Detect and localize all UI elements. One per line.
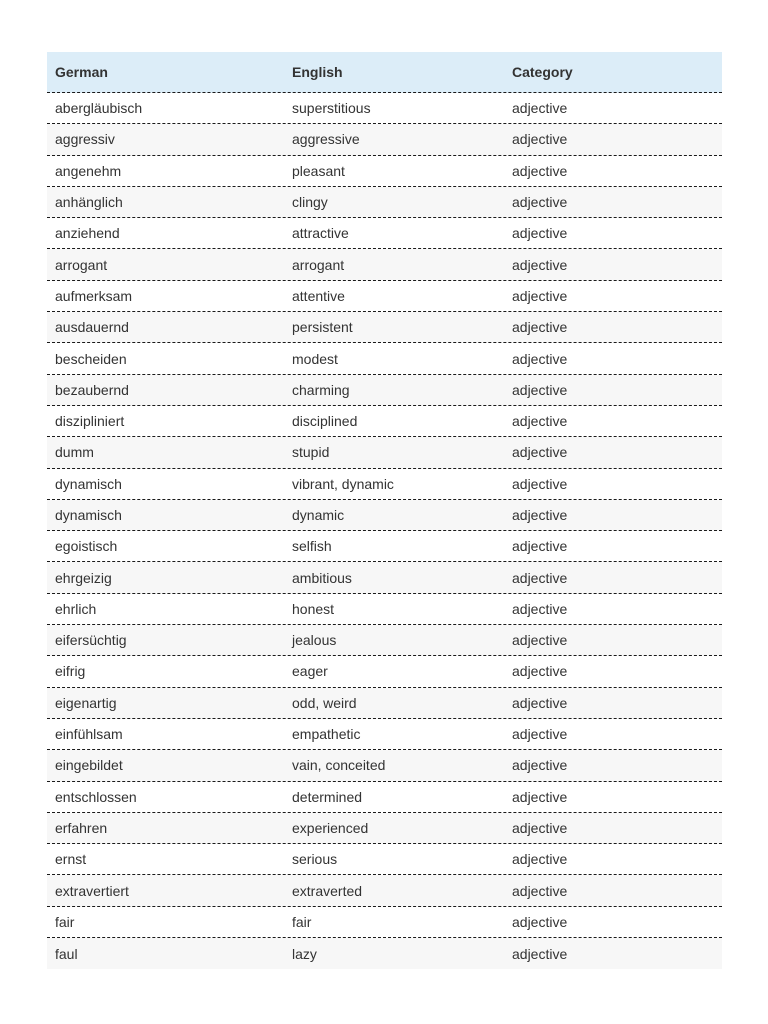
german-cell: extravertiert (55, 882, 129, 899)
category-cell: adjective (512, 131, 568, 148)
german-cell: abergläubisch (55, 100, 143, 117)
english-cell: pleasant (292, 162, 345, 179)
table-row (47, 907, 722, 938)
german-cell: diszipliniert (55, 413, 125, 430)
german-cell: egoistisch (55, 538, 118, 555)
category-cell: adjective (512, 538, 568, 555)
table-row (47, 844, 722, 875)
german-cell: arrogant (55, 256, 108, 273)
english-cell: odd, weird (292, 694, 357, 711)
category-cell: adjective (512, 663, 568, 680)
table-row (47, 938, 722, 969)
table-row (47, 500, 722, 531)
category-cell: adjective (512, 350, 568, 367)
table-row (47, 343, 722, 374)
german-cell: faul (55, 945, 78, 962)
category-cell: adjective (512, 162, 568, 179)
german-cell: dynamisch (55, 475, 122, 492)
english-cell: modest (292, 350, 338, 367)
english-cell: fair (292, 913, 312, 930)
table-row (47, 750, 722, 781)
category-cell: adjective (512, 256, 568, 273)
english-cell: honest (292, 600, 335, 617)
table-row (47, 312, 722, 343)
table-row (47, 562, 722, 593)
german-cell: eifersüchtig (55, 632, 127, 649)
column-header-german[interactable]: German (55, 64, 108, 80)
english-cell: clingy (292, 194, 328, 211)
category-cell: adjective (512, 882, 568, 899)
table-row (47, 93, 722, 124)
category-cell: adjective (512, 851, 568, 868)
category-cell: adjective (512, 225, 568, 242)
english-cell: attractive (292, 225, 349, 242)
category-cell: adjective (512, 694, 568, 711)
german-cell: fair (55, 913, 75, 930)
german-cell: eigenartig (55, 694, 117, 711)
table-row (47, 375, 722, 406)
table-row (47, 875, 722, 906)
german-cell: bescheiden (55, 350, 127, 367)
table-row (47, 688, 722, 719)
english-cell: persistent (292, 319, 353, 336)
table-row (47, 656, 722, 687)
category-cell: adjective (512, 413, 568, 430)
category-cell: adjective (512, 381, 568, 398)
table-row (47, 782, 722, 813)
table-row (47, 813, 722, 844)
english-cell: stupid (292, 444, 330, 461)
english-cell: extraverted (292, 882, 363, 899)
english-cell: lazy (292, 945, 317, 962)
table-row (47, 249, 722, 280)
german-cell: ehrgeizig (55, 569, 112, 586)
english-cell: charming (292, 381, 350, 398)
german-cell: bezaubernd (55, 381, 129, 398)
category-cell: adjective (512, 726, 568, 743)
english-cell: empathetic (292, 726, 361, 743)
category-cell: adjective (512, 569, 568, 586)
english-cell: disciplined (292, 413, 358, 430)
vocabulary-table (47, 52, 722, 969)
table-row (47, 531, 722, 562)
english-cell: attentive (292, 287, 345, 304)
english-cell: superstitious (292, 100, 371, 117)
table-row (47, 281, 722, 312)
english-cell: ambitious (292, 569, 352, 586)
english-cell: dynamic (292, 507, 345, 523)
category-cell: adjective (512, 600, 568, 617)
german-cell: angenehm (55, 162, 122, 179)
english-cell: vain, conceited (292, 757, 386, 774)
german-cell: aggressiv (55, 131, 115, 148)
table-row (47, 437, 722, 468)
table-row (47, 124, 722, 155)
german-cell: ausdauernd (55, 319, 129, 336)
german-cell: einfühlsam (55, 726, 123, 743)
table-row (47, 187, 722, 218)
category-cell: adjective (512, 945, 568, 962)
table-row (47, 156, 722, 187)
table-row (47, 719, 722, 750)
category-cell: adjective (512, 632, 568, 649)
english-cell: aggressive (292, 131, 360, 148)
category-cell: adjective (512, 475, 568, 492)
english-cell: selfish (292, 538, 332, 555)
table-row (47, 594, 722, 625)
english-cell: arrogant (292, 256, 345, 273)
table-body (47, 93, 722, 969)
english-cell: serious (292, 851, 338, 868)
table-row (47, 218, 722, 249)
table-header (47, 52, 722, 93)
table-row (47, 406, 722, 437)
german-cell: eifrig (55, 663, 86, 680)
category-cell: adjective (512, 913, 568, 930)
category-cell: adjective (512, 319, 568, 336)
table-row (47, 625, 722, 656)
category-cell: adjective (512, 788, 568, 805)
german-cell: anhänglich (55, 194, 123, 211)
german-cell: dumm (55, 444, 94, 461)
category-cell: adjective (512, 287, 568, 304)
category-cell: adjective (512, 100, 568, 117)
german-cell: dynamisch (55, 507, 122, 523)
german-cell: aufmerksam (55, 287, 133, 304)
english-cell: vibrant, dynamic (292, 475, 394, 492)
german-cell: anziehend (55, 225, 120, 242)
category-cell: adjective (512, 819, 568, 836)
german-cell: ernst (55, 851, 87, 868)
english-cell: experienced (292, 819, 369, 836)
german-cell: eingebildet (55, 757, 123, 774)
german-cell: ehrlich (55, 600, 97, 617)
english-cell: jealous (292, 632, 337, 649)
category-cell: adjective (512, 757, 568, 774)
table-row (47, 469, 722, 500)
english-cell: eager (292, 663, 328, 680)
category-cell: adjective (512, 194, 568, 211)
category-cell: adjective (512, 507, 568, 523)
german-cell: entschlossen (55, 788, 137, 805)
column-header-english[interactable]: English (292, 64, 343, 80)
category-cell: adjective (512, 444, 568, 461)
column-header-category[interactable]: Category (512, 64, 573, 80)
english-cell: determined (292, 788, 363, 805)
german-cell: erfahren (55, 819, 108, 836)
